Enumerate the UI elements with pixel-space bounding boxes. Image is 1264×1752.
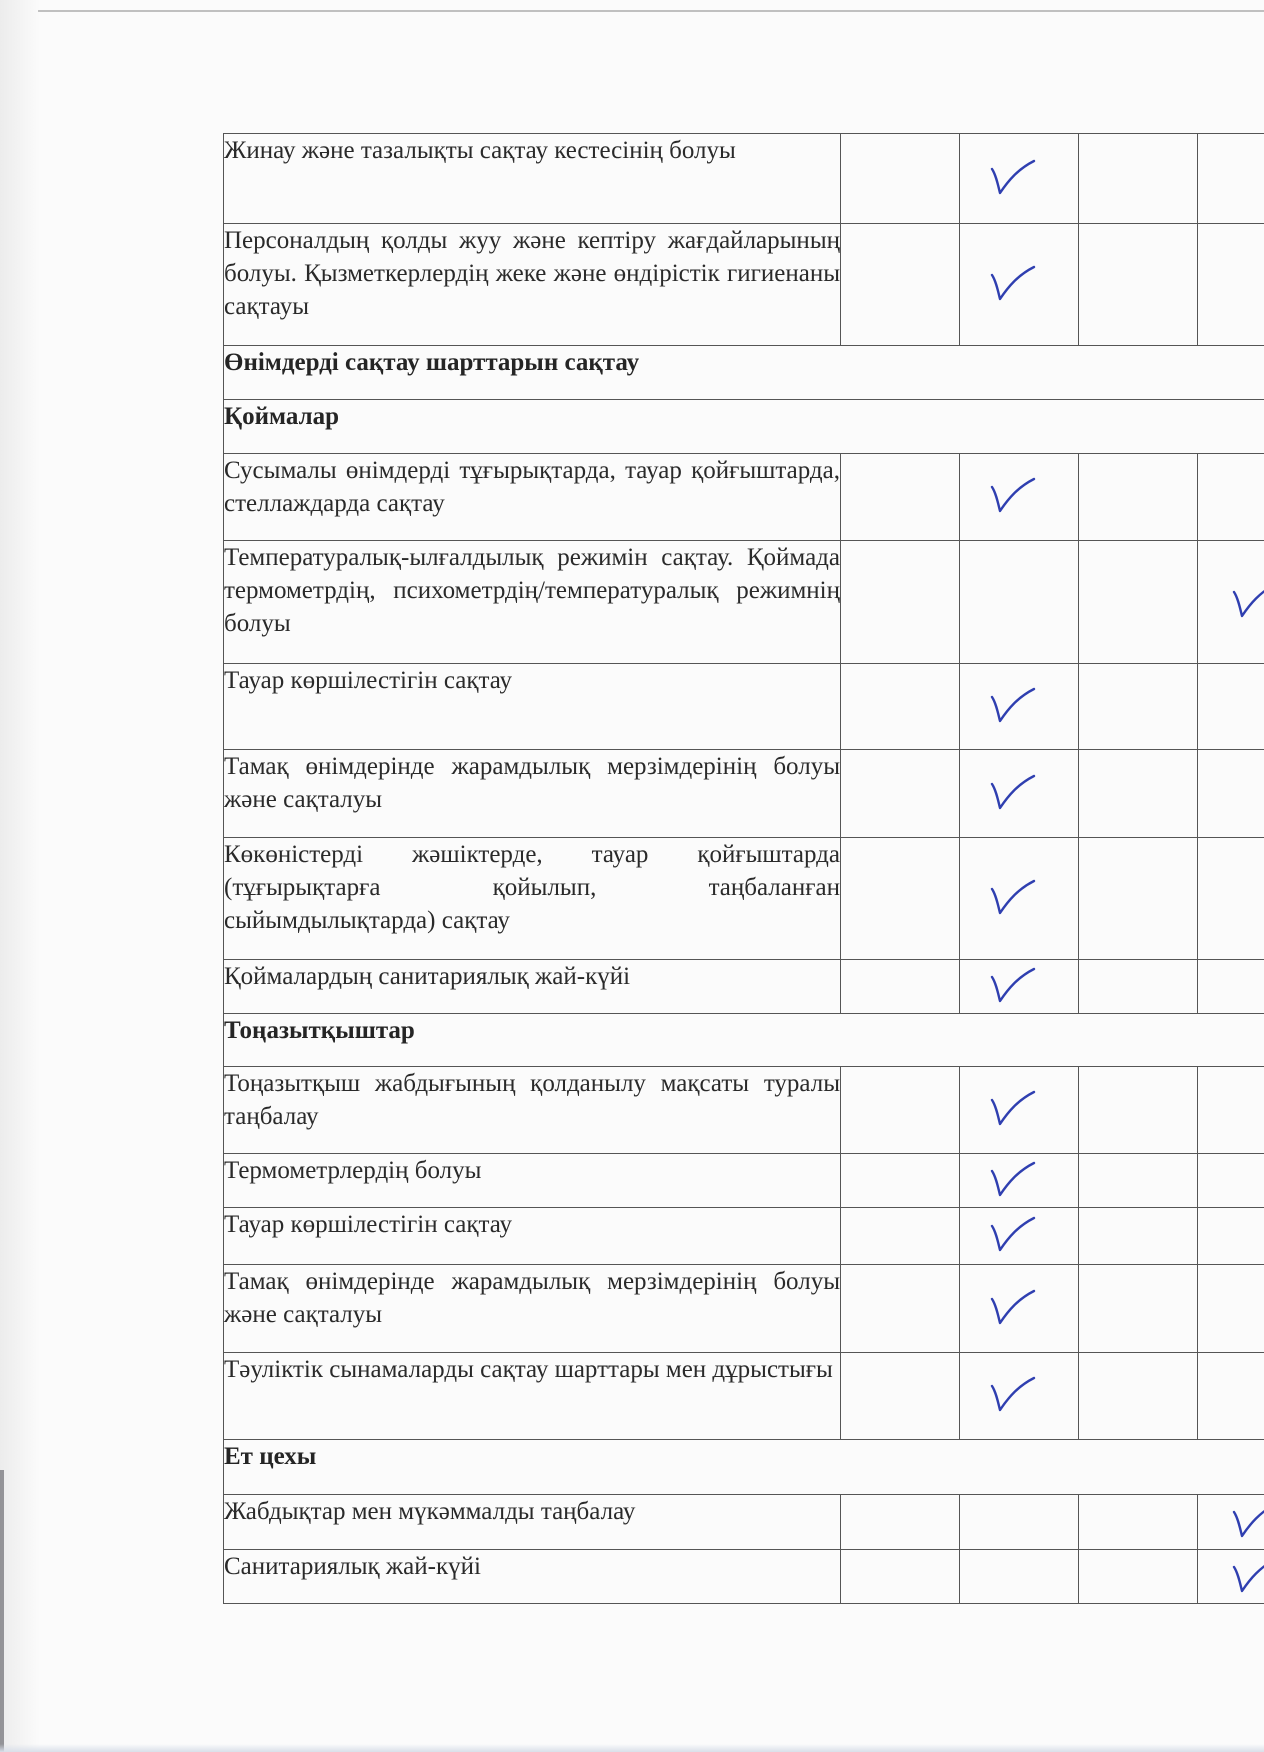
mark-cell-3 <box>1079 838 1198 960</box>
mark-cell-1 <box>841 1208 960 1265</box>
section-title: Тоңазытқыштар <box>224 1014 1264 1067</box>
checklist-row <box>224 1067 1264 1154</box>
mark-cell-2 <box>960 838 1079 960</box>
checkmark-icon <box>988 879 1038 919</box>
requirement-text: Көкөністерді жәшіктерде, тауар қойғыштарда (тұғырықтарға қойылып, таңбаланған сыйымдылықтарда) сақтау <box>224 838 841 960</box>
checkmark-icon <box>1230 1557 1264 1597</box>
mark-cell-4 <box>1198 541 1264 664</box>
mark-cell-4 <box>1198 1208 1264 1265</box>
mark-cell-2 <box>960 1154 1079 1208</box>
mark-cell-3 <box>1079 1208 1198 1265</box>
mark-cell-1 <box>841 960 960 1014</box>
checklist-row <box>224 1353 1264 1440</box>
mark-cell-2 <box>960 541 1079 664</box>
mark-cell-4 <box>1198 1495 1264 1550</box>
mark-cell-4 <box>1198 454 1264 541</box>
mark-cell-3 <box>1079 541 1198 664</box>
mark-cell-1 <box>841 1067 960 1154</box>
mark-cell-1 <box>841 1154 960 1208</box>
requirement-text: Санитариялық жай-күйі <box>224 1550 841 1604</box>
requirement-text: Температуралық-ылғалдылық режимін сақтау. Қоймада термометрдің, психометрдің/температуралық режимнің болуы <box>224 541 841 664</box>
mark-cell-1 <box>841 838 960 960</box>
checklist-row <box>224 134 1264 224</box>
requirement-text: Тоңазытқыш жабдығының қолданылу мақсаты туралы таңбалау <box>224 1067 841 1154</box>
requirement-text: Тамақ өнімдерінде жарамдылық мерзімдерінің болуы және сақталуы <box>224 750 841 838</box>
mark-cell-2 <box>960 454 1079 541</box>
mark-cell-2 <box>960 1208 1079 1265</box>
checklist-row <box>224 454 1264 541</box>
section-header-row <box>224 400 1264 454</box>
requirement-text: Тауар көршілестігін сақтау <box>224 1208 841 1265</box>
mark-cell-3 <box>1079 1265 1198 1353</box>
mark-cell-4 <box>1198 1550 1264 1604</box>
checkmark-icon <box>988 477 1038 517</box>
checkmark-icon <box>988 1161 1038 1201</box>
mark-cell-1 <box>841 664 960 750</box>
mark-cell-4 <box>1198 134 1264 224</box>
requirement-text: Персоналдың қолды жуу және кептіру жағдайларының болуы. Қызметкерлердің жеке және өндірістік гигиенаны сақтауы <box>224 224 841 346</box>
mark-cell-2 <box>960 1265 1079 1353</box>
mark-cell-2 <box>960 664 1079 750</box>
section-title: Өнімдерді сақтау шарттарын сақтау <box>224 346 1264 400</box>
checklist-row <box>224 838 1264 960</box>
section-title: Ет цехы <box>224 1440 1264 1495</box>
mark-cell-4 <box>1198 750 1264 838</box>
scan-bottom-edge <box>0 1744 1264 1752</box>
checkmark-icon <box>988 967 1038 1007</box>
checkmark-icon <box>988 774 1038 814</box>
mark-cell-1 <box>841 134 960 224</box>
mark-cell-3 <box>1079 1154 1198 1208</box>
mark-cell-4 <box>1198 664 1264 750</box>
mark-cell-1 <box>841 454 960 541</box>
mark-cell-1 <box>841 1495 960 1550</box>
checkmark-icon <box>988 1376 1038 1416</box>
checkmark-icon <box>1230 1502 1264 1542</box>
mark-cell-4 <box>1198 1265 1264 1353</box>
requirement-text: Тамақ өнімдерінде жарамдылық мерзімдерінің болуы және сақталуы <box>224 1265 841 1353</box>
mark-cell-1 <box>841 224 960 346</box>
requirement-text: Тауар көршілестігін сақтау <box>224 664 841 750</box>
checkmark-icon <box>988 265 1038 305</box>
mark-cell-3 <box>1079 134 1198 224</box>
requirement-text: Сусымалы өнімдерді тұғырықтарда, тауар қойғыштарда, стеллаждарда сақтау <box>224 454 841 541</box>
checkmark-icon <box>988 1216 1038 1256</box>
checklist-row <box>224 224 1264 346</box>
mark-cell-2 <box>960 960 1079 1014</box>
mark-cell-2 <box>960 750 1079 838</box>
mark-cell-3 <box>1079 1550 1198 1604</box>
requirement-text: Жинау және тазалықты сақтау кестесінің болуы <box>224 134 841 224</box>
section-header-row <box>224 346 1264 400</box>
mark-cell-1 <box>841 1353 960 1440</box>
checklist-row <box>224 750 1264 838</box>
requirement-text: Қоймалардың санитариялық жай-күйі <box>224 960 841 1014</box>
mark-cell-2 <box>960 224 1079 346</box>
mark-cell-2 <box>960 1495 1079 1550</box>
checklist-row <box>224 1208 1264 1265</box>
mark-cell-3 <box>1079 454 1198 541</box>
mark-cell-4 <box>1198 224 1264 346</box>
scan-left-shadow <box>0 0 40 1752</box>
mark-cell-1 <box>841 541 960 664</box>
mark-cell-4 <box>1198 1067 1264 1154</box>
section-header-row <box>224 1014 1264 1067</box>
checkmark-icon <box>1230 582 1264 622</box>
checkmark-icon <box>988 687 1038 727</box>
mark-cell-2 <box>960 1550 1079 1604</box>
mark-cell-1 <box>841 1265 960 1353</box>
mark-cell-3 <box>1079 224 1198 346</box>
mark-cell-1 <box>841 1550 960 1604</box>
section-title: Қоймалар <box>224 400 1264 454</box>
checkmark-icon <box>988 1289 1038 1329</box>
mark-cell-4 <box>1198 1353 1264 1440</box>
checklist-row <box>224 1154 1264 1208</box>
mark-cell-3 <box>1079 1353 1198 1440</box>
mark-cell-1 <box>841 750 960 838</box>
scan-top-edge <box>38 10 1264 12</box>
mark-cell-4 <box>1198 838 1264 960</box>
mark-cell-4 <box>1198 960 1264 1014</box>
mark-cell-2 <box>960 1353 1079 1440</box>
checklist-row <box>224 1550 1264 1604</box>
mark-cell-3 <box>1079 960 1198 1014</box>
checkmark-icon <box>988 1090 1038 1130</box>
mark-cell-2 <box>960 1067 1079 1154</box>
checklist-row <box>224 664 1264 750</box>
mark-cell-3 <box>1079 664 1198 750</box>
checklist-row <box>224 541 1264 664</box>
checklist-table <box>223 133 1264 1604</box>
mark-cell-4 <box>1198 1154 1264 1208</box>
checklist-row <box>224 1265 1264 1353</box>
requirement-text: Тәуліктік сынамаларды сақтау шарттары мен дұрыстығы <box>224 1353 841 1440</box>
scan-left-bar <box>0 1470 4 1752</box>
mark-cell-3 <box>1079 750 1198 838</box>
mark-cell-3 <box>1079 1067 1198 1154</box>
section-header-row <box>224 1440 1264 1495</box>
mark-cell-2 <box>960 134 1079 224</box>
checklist-row <box>224 1495 1264 1550</box>
requirement-text: Термометрлердің болуы <box>224 1154 841 1208</box>
checkmark-icon <box>988 159 1038 199</box>
requirement-text: Жабдықтар мен мүкәммалды таңбалау <box>224 1495 841 1550</box>
checklist-row <box>224 960 1264 1014</box>
mark-cell-3 <box>1079 1495 1198 1550</box>
